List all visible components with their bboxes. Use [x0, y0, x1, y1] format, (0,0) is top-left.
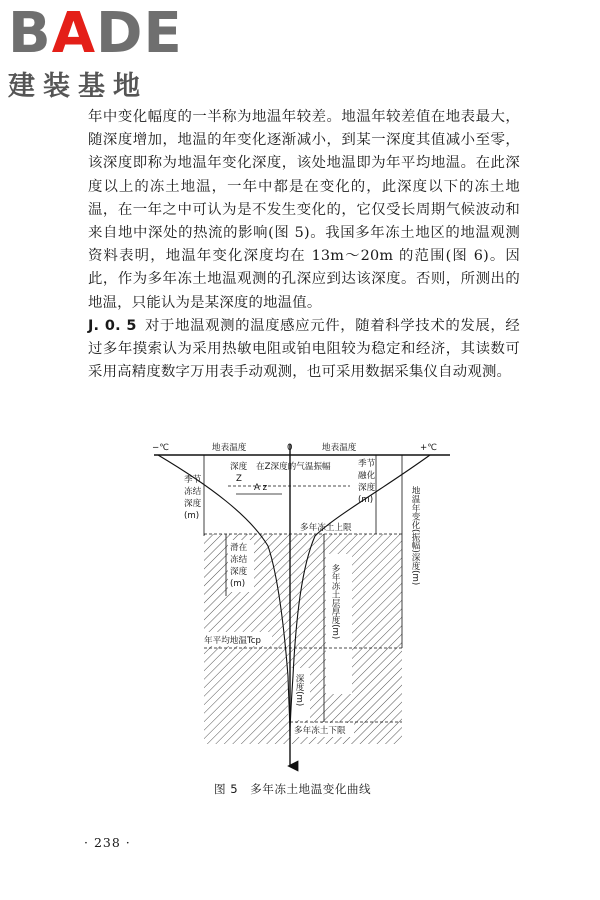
label-amplitude-at-z: 在Z深度的气温振幅: [256, 462, 331, 472]
label-seasonal-freeze-4: (m): [184, 511, 200, 521]
label-slip-freeze-2: 冻结: [230, 555, 248, 565]
caption-title: 多年冻土地温变化曲线: [250, 782, 372, 796]
label-annual-variation-depth: 地温年变化(振幅)深度(m): [410, 486, 420, 586]
label-seasonal-freeze-2: 冻结: [184, 487, 202, 497]
label-slip-freeze-4: (m): [230, 579, 246, 589]
page-number: · 238 ·: [84, 835, 131, 850]
label-delta-z: A z: [254, 483, 268, 493]
label-zero: 0: [287, 443, 293, 453]
logo: [8, 1, 198, 102]
paragraph-1: 年中变化幅度的一半称为地温年较差。地温年较差值在地表最大，随深度增加，地温的年变化逐渐减小，到某一深度其值减小至零，该深度即称为地温年变化深度，该处地温即为年平均地温。在此深度以上的冻土地温，一年中都是在变化的，此深度以下的冻土地温，在一年之中可认为是不发生变化的，它仅受长周期气候波动和来自地中深处的热流的影响(图 5)。我国多年冻土地区的地温观测资料表明，地温年变化深度均在 13m～20m 的范围(图 6)。因此，作为多年冻土地温观测的孔深应到达该深度。否则，所测出的地温，只能认为是某深度的地温值。: [88, 109, 520, 311]
label-depth-axis: 深度(m): [294, 674, 304, 707]
clause-number: J. 0. 5: [88, 317, 137, 334]
main-content: [88, 106, 520, 384]
logo-word-text: BADE: [8, 1, 183, 66]
label-depth-z-2: Z: [236, 474, 242, 484]
label-seasonal-thaw-3: 深度: [358, 483, 376, 493]
label-depth-z-1: 深度: [230, 462, 248, 472]
label-seasonal-freeze-1: 季节: [184, 475, 202, 485]
label-slip-freeze-3: 深度: [230, 567, 248, 577]
label-seasonal-thaw-4: (m): [358, 495, 374, 505]
label-slip-freeze-1: 滑在: [230, 543, 248, 553]
label-surface-temp-left: 地表温度: [212, 443, 247, 453]
label-pf-thickness: 多年冻土层厚度(m): [330, 564, 340, 640]
caption-number: 图 5: [214, 782, 239, 796]
label-seasonal-thaw-2: 融化: [358, 471, 376, 481]
logo-word: [8, 1, 198, 66]
label-seasonal-freeze-3: 深度: [184, 499, 202, 509]
figure-5: [150, 436, 460, 776]
label-pf-upper: 多年冻土上限: [300, 523, 352, 533]
clause-text: 对于地温观测的温度感应元件，随着科学技术的发展，经过多年摸索认为采用热敏电阻或铂电阻较为稳定和经济，其读数可采用高精度数字万用表手动观测，也可采用数据采集仪自动观测。: [88, 317, 520, 381]
label-pf-lower: 多年冻土下限: [294, 726, 346, 736]
label-mean-annual-temp: 年平均地温Tcp: [204, 636, 261, 646]
label-plus-c: +℃: [420, 443, 437, 453]
label-seasonal-thaw-1: 季节: [358, 459, 376, 469]
permafrost-temperature-diagram: [150, 436, 460, 776]
logo-accent-letter: A: [51, 1, 97, 66]
label-surface-temp-right: 地表温度: [322, 443, 357, 453]
figure-caption: [214, 781, 371, 797]
logo-subtitle: 建装基地: [8, 71, 148, 102]
clause-j05: [88, 315, 520, 385]
label-minus-c: −℃: [152, 443, 169, 453]
